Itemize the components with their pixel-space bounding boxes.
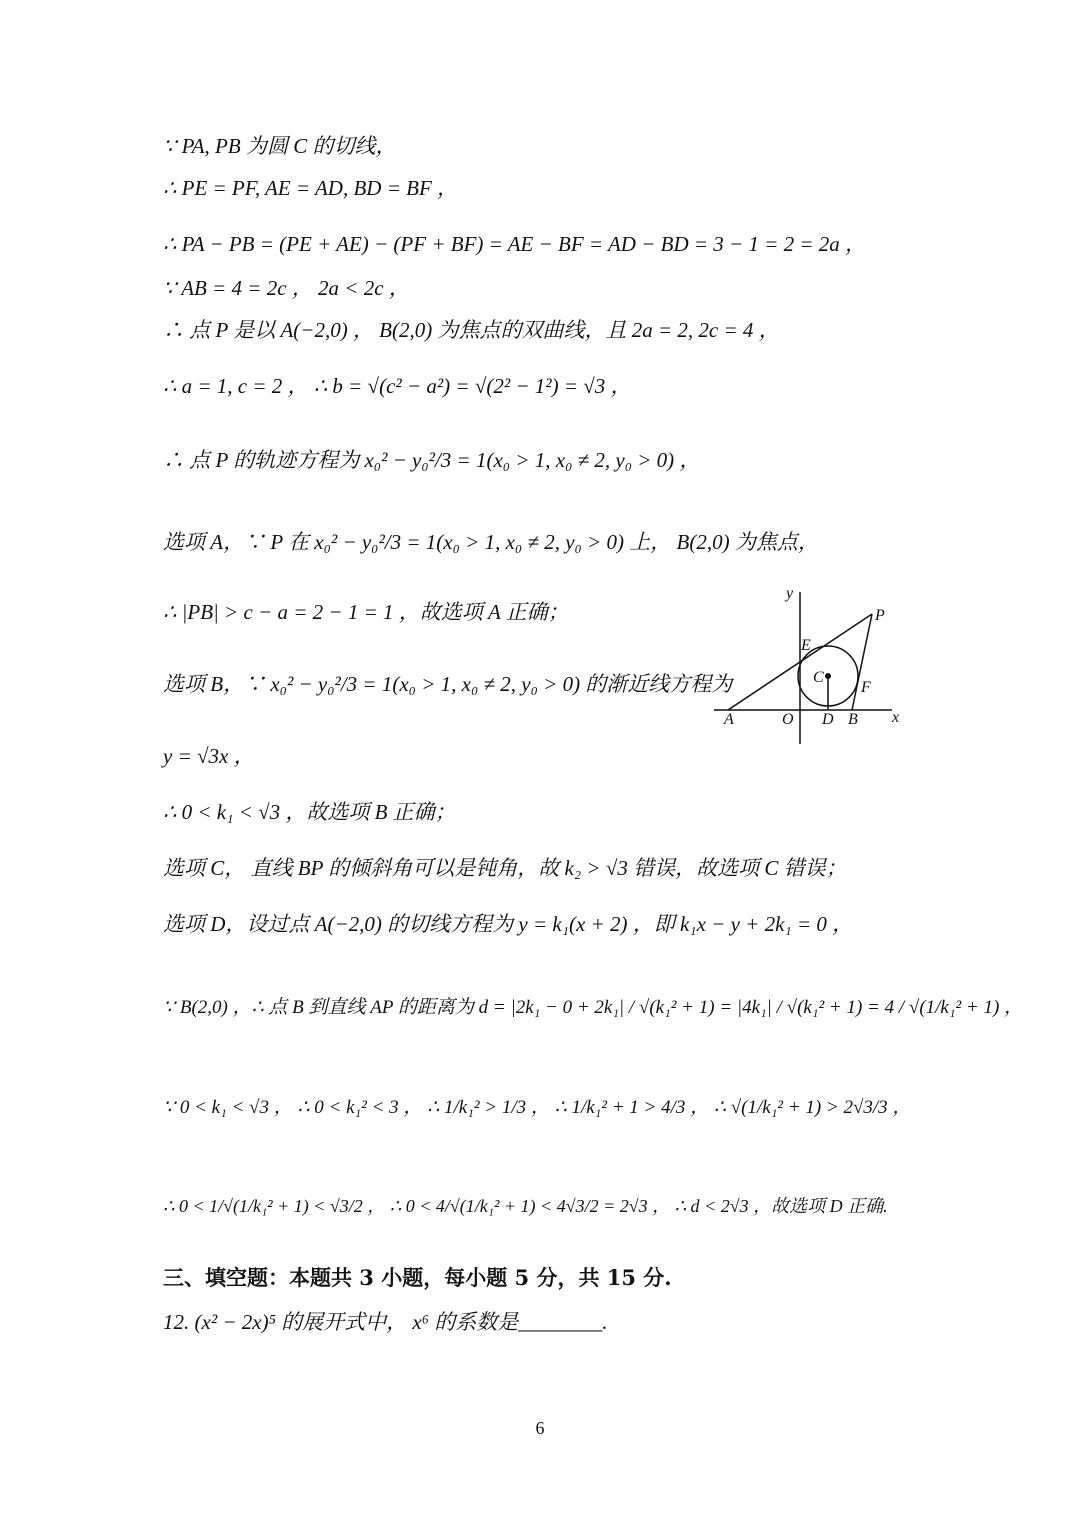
line-16: ∵ 0 < k₁ < √3 ， ∴ 0 < k₁² < 3 ， ∴ 1/k₁² > 1/3 ， ∴ 1/k₁² + 1 > 4/3 ， ∴ √(1/k₁² + 1) > 2√3/3 ， [163, 1097, 912, 1118]
line-14: 选项 D，设过点 A(−2,0) 的切线方程为 y = k₁(x + 2) ，即 k₁x − y + 2k₁ = 0 ， [163, 912, 854, 936]
label-F: F [861, 679, 871, 696]
label-C: C [813, 669, 824, 686]
label-A: A [724, 711, 734, 728]
line-13: 选项 C， 直线 BP 的倾斜角可以是钝角，故 k₂ > √3 错误，故选项 C 错误； [163, 856, 847, 880]
label-D: D [822, 711, 834, 728]
line-2: ∴ PE = PF, AE = AD, BD = BF ， [163, 176, 459, 200]
line-11: y = √3x ， [163, 744, 255, 768]
label-B: B [848, 711, 858, 728]
line-3: ∴ PA − PB = (PE + AE) − (PF + BF) = AE − BF = AD − BD = 3 − 1 = 2 = 2a ， [163, 232, 867, 256]
center-point [825, 673, 831, 679]
section-heading: 三、填空题：本题共 3 小题，每小题 5 分，共 15 分. [163, 1265, 672, 1290]
label-y: y [786, 585, 794, 602]
label-E: E [801, 637, 811, 654]
label-O: O [782, 711, 794, 728]
line-10: 选项 B，∵ x₀² − y₀²/3 = 1(x₀ > 1, x₀ ≠ 2, y₀ > 0) 的渐近线方程为 [163, 672, 733, 696]
line-4: ∵ AB = 4 = 2c ， 2a < 2c ， [163, 276, 410, 300]
line-6: ∴ a = 1, c = 2 ， ∴ b = √(c² − a²) = √(2² − 1²) = √3 ， [163, 374, 632, 398]
label-x: x [892, 709, 900, 726]
line-5: ∴ 点 P 是以 A(−2,0) ， B(2,0) 为焦点的双曲线，且 2a = 2, 2c = 4 ， [163, 318, 780, 342]
label-P: P [875, 607, 885, 624]
page-number: 6 [535, 1418, 545, 1438]
question-12: 12. (x² − 2x)⁵ 的展开式中， x⁶ 的系数是________. [163, 1310, 608, 1334]
hyperbola-figure [712, 582, 912, 752]
line-8: 选项 A，∵ P 在 x₀² − y₀²/3 = 1(x₀ > 1, x₀ ≠ 2, y₀ > 0) 上， B(2,0) 为焦点， [163, 530, 819, 554]
line-9: ∴ |PB| > c − a = 2 − 1 = 1 ，故选项 A 正确； [163, 600, 569, 624]
line-15: ∵ B(2,0) ，∴ 点 B 到直线 AP 的距离为 d = |2k₁ − 0 + 2k₁| / √(k₁² + 1) = |4k₁| / √(k₁² + 1) = 4 / √(1/k₁² + 1) ， [163, 997, 1024, 1018]
line-7: ∴ 点 P 的轨迹方程为 x₀² − y₀²/3 = 1(x₀ > 1, x₀ ≠ 2, y₀ > 0) ， [163, 448, 701, 472]
line-17: ∴ 0 < 1/√(1/k₁² + 1) < √3/2 ， ∴ 0 < 4/√(1/k₁² + 1) < 4√3/2 = 2√3 ， ∴ d < 2√3 ，故选项 D 正确. [163, 1196, 888, 1216]
line-12: ∴ 0 < k₁ < √3 ，故选项 B 正确； [163, 800, 456, 824]
line-1: ∵ PA, PB 为圆 C 的切线， [163, 134, 397, 158]
